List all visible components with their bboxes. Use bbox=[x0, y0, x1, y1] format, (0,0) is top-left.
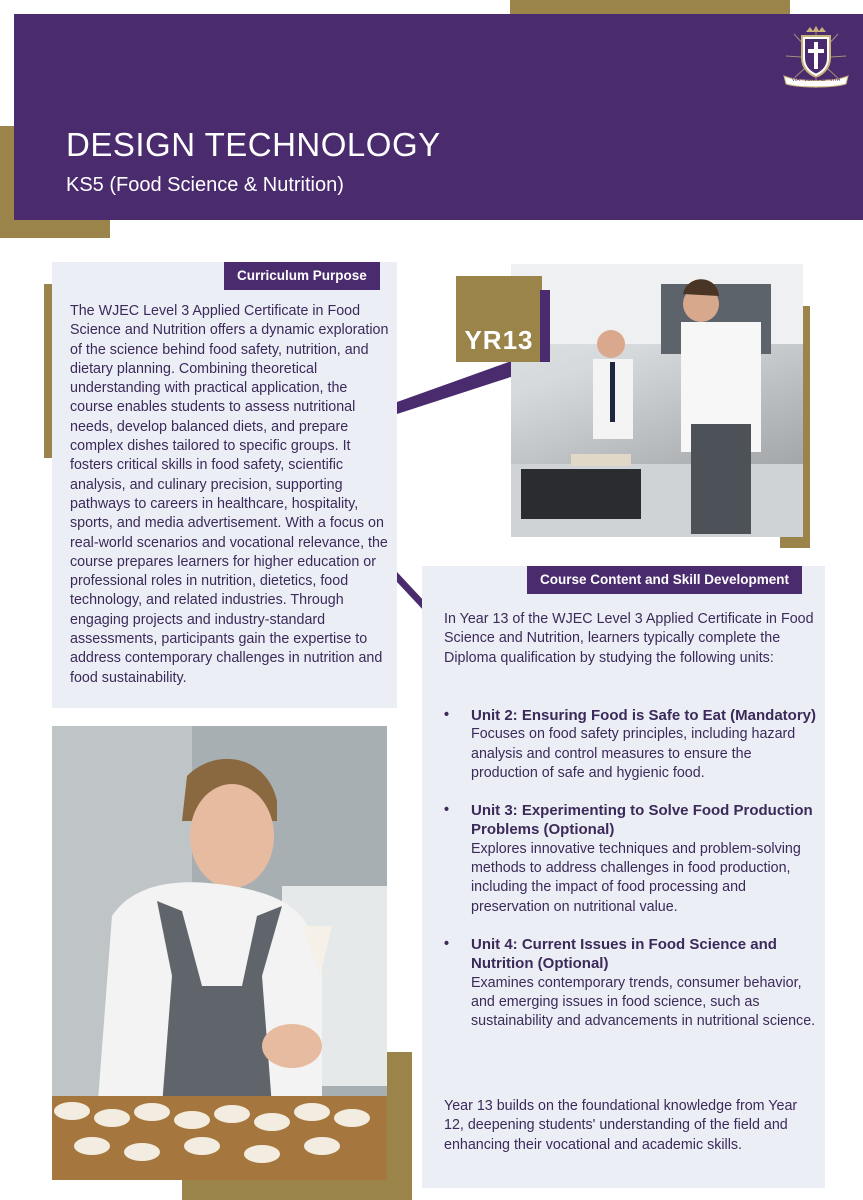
closing-text: Year 13 builds on the foundational knowledge from Year 12, deepening students' understanding of the field and enhancing their vocational and academic skills. bbox=[444, 1098, 798, 1153]
bullet: • bbox=[444, 802, 450, 819]
content-intro: In Year 13 of the WJEC Level 3 Applied Certificate in Food Science and Nutrition, learners typically complete the Diploma qualification by studying the following units: bbox=[444, 611, 814, 666]
unit-title: Unit 4: Current Issues in Food Science and Nutrition (Optional) bbox=[471, 935, 777, 973]
unit-description: Explores innovative techniques and problem-solving methods to address challenges in food production, including the impact of food processing and preservation on nutritional value. bbox=[471, 840, 801, 915]
purpose-heading: Curriculum Purpose bbox=[224, 262, 380, 290]
page-subtitle: KS5 (Food Science & Nutrition) bbox=[66, 174, 344, 196]
unit-title: Unit 3: Experimenting to Solve Food Production Problems (Optional) bbox=[471, 802, 813, 839]
unit-description: Examines contemporary trends, consumer behavior, and emerging issues in food science, such as sustainability and advancements in nutritional science. bbox=[471, 974, 816, 1030]
bullet: • bbox=[444, 707, 450, 723]
list-item bbox=[444, 706, 819, 783]
crest-motto: VIA · VERITAS · VITA bbox=[791, 77, 841, 83]
classroom-photo bbox=[511, 264, 803, 537]
student-piping-photo bbox=[52, 726, 387, 1180]
unit-title: Unit 2: Ensuring Food is Safe to Eat (Mandatory) bbox=[471, 707, 817, 724]
year-badge bbox=[456, 276, 542, 362]
badge-shadow bbox=[540, 290, 550, 362]
content-heading: Course Content and Skill Development bbox=[527, 566, 802, 594]
year-badge-label: YR13 bbox=[464, 325, 534, 355]
gold-accent-top bbox=[510, 0, 790, 14]
gold-accent-purpose bbox=[44, 284, 52, 458]
list-item bbox=[444, 935, 819, 1031]
unit-list bbox=[444, 706, 819, 1049]
page-title: DESIGN TECHNOLOGY bbox=[66, 126, 441, 163]
list-item bbox=[444, 801, 819, 917]
unit-description: Focuses on food safety principles, including hazard analysis and control measures to ensure the production of safe and hygienic food. bbox=[471, 726, 796, 781]
purpose-text: The WJEC Level 3 Applied Certificate in Food Science and Nutrition offers a dynamic exploration of the science behind food safety, nutrition, and dietary planning. Combining theoretical understanding with practical application, the course enables students to assess nutritional needs, develop balanced diets, and prepare complex dishes tailored to specific groups. It fosters critical skills in food safety, scientific analysis, and culinary precision, supporting pathways to careers in healthcare, hospitality, sports, and media advertisement. With a focus on real-world scenarios and vocational relevance, the course prepares learners for higher education or professional roles in nutrition, dietetics, food technology, and related industries. Through engaging projects and industry-standard assessments, participants gain the expertise to address contemporary challenges in nutrition and food sustainability. bbox=[70, 303, 389, 686]
school-crest-icon bbox=[780, 22, 852, 94]
bullet: • bbox=[444, 935, 450, 952]
